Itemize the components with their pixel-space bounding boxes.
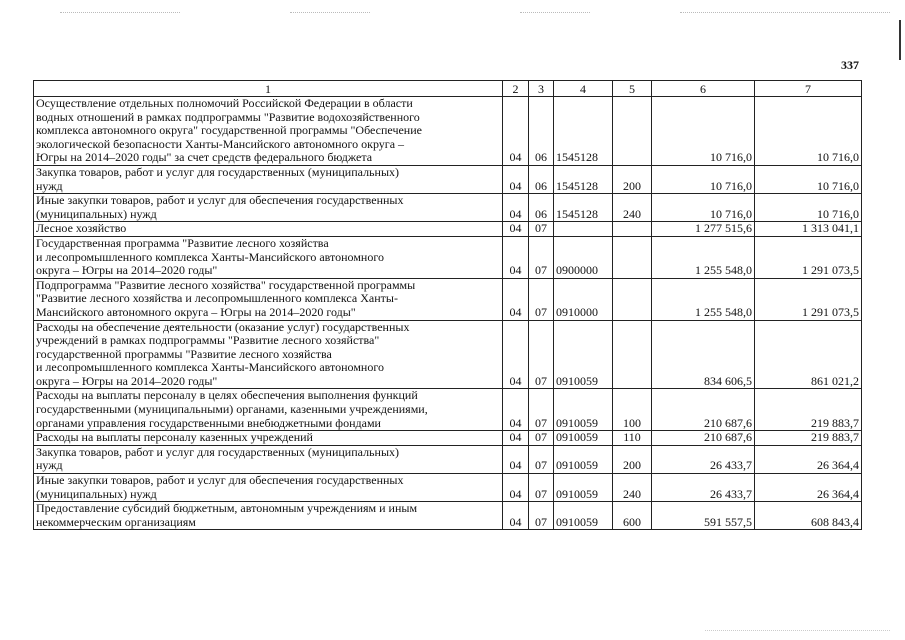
amount-year-2: 1 291 073,5 bbox=[755, 236, 862, 278]
amount-year-2: 1 291 073,5 bbox=[755, 278, 862, 320]
description-line: органами управления государственными внебюджетными фондами bbox=[36, 415, 381, 430]
scan-artifact bbox=[705, 630, 890, 632]
column-header: 7 bbox=[755, 81, 862, 97]
budget-table bbox=[33, 80, 862, 530]
amount-year-2: 219 883,7 bbox=[755, 431, 862, 446]
amount-year-1: 26 433,7 bbox=[652, 474, 755, 502]
description-line: комплекса автономного округа" государственной программы "Обеспечение bbox=[36, 123, 422, 138]
description-line: Осуществление отдельных полномочий Российской Федерации в области bbox=[36, 96, 413, 110]
description-line: экологической безопасности Ханты-Мансийского автономного округа – bbox=[36, 136, 405, 151]
amount-year-1: 1 255 548,0 bbox=[652, 236, 755, 278]
subsection-code: 07 bbox=[529, 222, 554, 237]
scan-artifact bbox=[60, 12, 180, 14]
expense-type-code: 200 bbox=[613, 445, 652, 473]
column-header: 3 bbox=[529, 81, 554, 97]
description-line: и лесопромышленного комплекса Ханты-Мансийского автономного bbox=[36, 360, 384, 375]
target-article-code: 1545128 bbox=[554, 194, 613, 222]
amount-year-1: 1 255 548,0 bbox=[652, 278, 755, 320]
description-line: (муниципальных) нужд bbox=[36, 206, 157, 221]
column-header: 5 bbox=[613, 81, 652, 97]
amount-year-1: 10 716,0 bbox=[652, 194, 755, 222]
target-article-code: 0910000 bbox=[554, 278, 613, 320]
section-code: 04 bbox=[503, 320, 529, 389]
description-line: Подпрограмма "Развитие лесного хозяйства" государственной программы bbox=[36, 277, 416, 292]
table-row bbox=[34, 222, 862, 237]
subsection-code: 06 bbox=[529, 194, 554, 222]
expense-type-code: 600 bbox=[613, 502, 652, 530]
target-article-code: 0910059 bbox=[554, 389, 613, 431]
description-line: нужд bbox=[36, 178, 63, 193]
description-line: Лесное хозяйство bbox=[36, 221, 127, 236]
expense-type-code bbox=[613, 320, 652, 389]
description-line: и лесопромышленного комплекса Ханты-Мансийского автономного bbox=[36, 249, 384, 264]
expense-type-code bbox=[613, 97, 652, 166]
section-code: 04 bbox=[503, 236, 529, 278]
description-line: округа – Югры на 2014–2020 годы" bbox=[36, 373, 218, 388]
row-description bbox=[34, 278, 503, 320]
amount-year-1: 10 716,0 bbox=[652, 97, 755, 166]
subsection-code: 07 bbox=[529, 474, 554, 502]
row-description bbox=[34, 431, 503, 446]
target-article-code bbox=[554, 222, 613, 237]
page-number: 337 bbox=[841, 58, 859, 72]
row-description bbox=[34, 194, 503, 222]
target-article-code: 0910059 bbox=[554, 502, 613, 530]
amount-year-2: 10 716,0 bbox=[755, 165, 862, 193]
amount-year-2: 861 021,2 bbox=[755, 320, 862, 389]
description-line: нужд bbox=[36, 458, 63, 473]
target-article-code: 1545128 bbox=[554, 165, 613, 193]
row-description bbox=[34, 165, 503, 193]
section-code: 04 bbox=[503, 97, 529, 166]
description-line: государственными (муниципальными) органами, казенными учреждениями, bbox=[36, 402, 428, 417]
expense-type-code: 240 bbox=[613, 474, 652, 502]
amount-year-1: 210 687,6 bbox=[652, 431, 755, 446]
description-line: Югры на 2014–2020 годы" за счет средств федерального бюджета bbox=[36, 150, 373, 165]
description-line: Закупка товаров, работ и услуг для государственных (муниципальных) bbox=[36, 444, 400, 459]
amount-year-2: 219 883,7 bbox=[755, 389, 862, 431]
scan-artifact bbox=[680, 12, 890, 14]
description-line: Расходы на выплаты персоналу в целях обеспечения выполнения функций bbox=[36, 388, 418, 403]
section-code: 04 bbox=[503, 222, 529, 237]
column-header: 2 bbox=[503, 81, 529, 97]
amount-year-2: 10 716,0 bbox=[755, 194, 862, 222]
amount-year-1: 26 433,7 bbox=[652, 445, 755, 473]
target-article-code: 0910059 bbox=[554, 431, 613, 446]
description-line: "Развитие лесного хозяйства и лесопромышленного комплекса Ханты- bbox=[36, 291, 398, 306]
subsection-code: 07 bbox=[529, 320, 554, 389]
expense-type-code bbox=[613, 222, 652, 237]
subsection-code: 06 bbox=[529, 165, 554, 193]
section-code: 04 bbox=[503, 165, 529, 193]
table-row bbox=[34, 97, 862, 166]
header-row bbox=[34, 81, 862, 97]
description-line: государственной программы "Развитие лесного хозяйства bbox=[36, 346, 332, 361]
row-description bbox=[34, 474, 503, 502]
column-header: 4 bbox=[554, 81, 613, 97]
section-code: 04 bbox=[503, 389, 529, 431]
subsection-code: 07 bbox=[529, 445, 554, 473]
row-description bbox=[34, 320, 503, 389]
subsection-code: 07 bbox=[529, 236, 554, 278]
description-line: Расходы на выплаты персоналу казенных учреждений bbox=[36, 430, 313, 445]
description-line: учреждений в рамках подпрограммы "Развитие лесного хозяйства" bbox=[36, 333, 380, 348]
table-row bbox=[34, 502, 862, 530]
row-description bbox=[34, 445, 503, 473]
description-line: Иные закупки товаров, работ и услуг для обеспечения государственных bbox=[36, 473, 404, 488]
section-code: 04 bbox=[503, 431, 529, 446]
section-code: 04 bbox=[503, 445, 529, 473]
target-article-code: 0900000 bbox=[554, 236, 613, 278]
table-row bbox=[34, 445, 862, 473]
table-row bbox=[34, 236, 862, 278]
table-row bbox=[34, 278, 862, 320]
section-code: 04 bbox=[503, 474, 529, 502]
expense-type-code: 240 bbox=[613, 194, 652, 222]
amount-year-2: 608 843,4 bbox=[755, 502, 862, 530]
amount-year-2: 26 364,4 bbox=[755, 445, 862, 473]
description-line: Предоставление субсидий бюджетным, автономным учреждениям и иным bbox=[36, 501, 418, 516]
table-row bbox=[34, 194, 862, 222]
description-line: водных отношений в рамках подпрограммы "Развитие водохозяйственного bbox=[36, 109, 420, 124]
target-article-code: 0910059 bbox=[554, 320, 613, 389]
scan-artifact bbox=[520, 12, 590, 14]
description-line: округа – Югры на 2014–2020 годы" bbox=[36, 263, 218, 278]
table-row bbox=[34, 165, 862, 193]
description-line: Закупка товаров, работ и услуг для государственных (муниципальных) bbox=[36, 164, 400, 179]
row-description bbox=[34, 97, 503, 166]
subsection-code: 06 bbox=[529, 97, 554, 166]
amount-year-1: 1 277 515,6 bbox=[652, 222, 755, 237]
column-header: 1 bbox=[34, 81, 503, 97]
description-line: некоммерческим организациям bbox=[36, 514, 196, 529]
amount-year-2: 10 716,0 bbox=[755, 97, 862, 166]
amount-year-1: 591 557,5 bbox=[652, 502, 755, 530]
expense-type-code: 200 bbox=[613, 165, 652, 193]
target-article-code: 1545128 bbox=[554, 97, 613, 166]
scan-artifact bbox=[290, 12, 370, 14]
expense-type-code bbox=[613, 278, 652, 320]
target-article-code: 0910059 bbox=[554, 445, 613, 473]
description-line: Государственная программа "Развитие лесного хозяйства bbox=[36, 235, 329, 250]
amount-year-1: 834 606,5 bbox=[652, 320, 755, 389]
table-row bbox=[34, 474, 862, 502]
section-code: 04 bbox=[503, 194, 529, 222]
subsection-code: 07 bbox=[529, 502, 554, 530]
description-line: Иные закупки товаров, работ и услуг для обеспечения государственных bbox=[36, 193, 404, 208]
subsection-code: 07 bbox=[529, 389, 554, 431]
amount-year-1: 210 687,6 bbox=[652, 389, 755, 431]
row-description bbox=[34, 502, 503, 530]
description-line: Мансийского автономного округа – Югры на 2014–2020 годы" bbox=[36, 304, 356, 319]
amount-year-1: 10 716,0 bbox=[652, 165, 755, 193]
description-line: Расходы на обеспечение деятельности (оказание услуг) государственных bbox=[36, 319, 410, 334]
expense-type-code bbox=[613, 236, 652, 278]
target-article-code: 0910059 bbox=[554, 474, 613, 502]
subsection-code: 07 bbox=[529, 431, 554, 446]
table-row bbox=[34, 389, 862, 431]
amount-year-2: 1 313 041,1 bbox=[755, 222, 862, 237]
expense-type-code: 100 bbox=[613, 389, 652, 431]
row-description bbox=[34, 389, 503, 431]
table-row bbox=[34, 431, 862, 446]
row-description bbox=[34, 222, 503, 237]
description-line: (муниципальных) нужд bbox=[36, 486, 157, 501]
table-row bbox=[34, 320, 862, 389]
column-header: 6 bbox=[652, 81, 755, 97]
row-description bbox=[34, 236, 503, 278]
amount-year-2: 26 364,4 bbox=[755, 474, 862, 502]
section-code: 04 bbox=[503, 502, 529, 530]
scan-edge bbox=[899, 20, 901, 60]
section-code: 04 bbox=[503, 278, 529, 320]
subsection-code: 07 bbox=[529, 278, 554, 320]
expense-type-code: 110 bbox=[613, 431, 652, 446]
